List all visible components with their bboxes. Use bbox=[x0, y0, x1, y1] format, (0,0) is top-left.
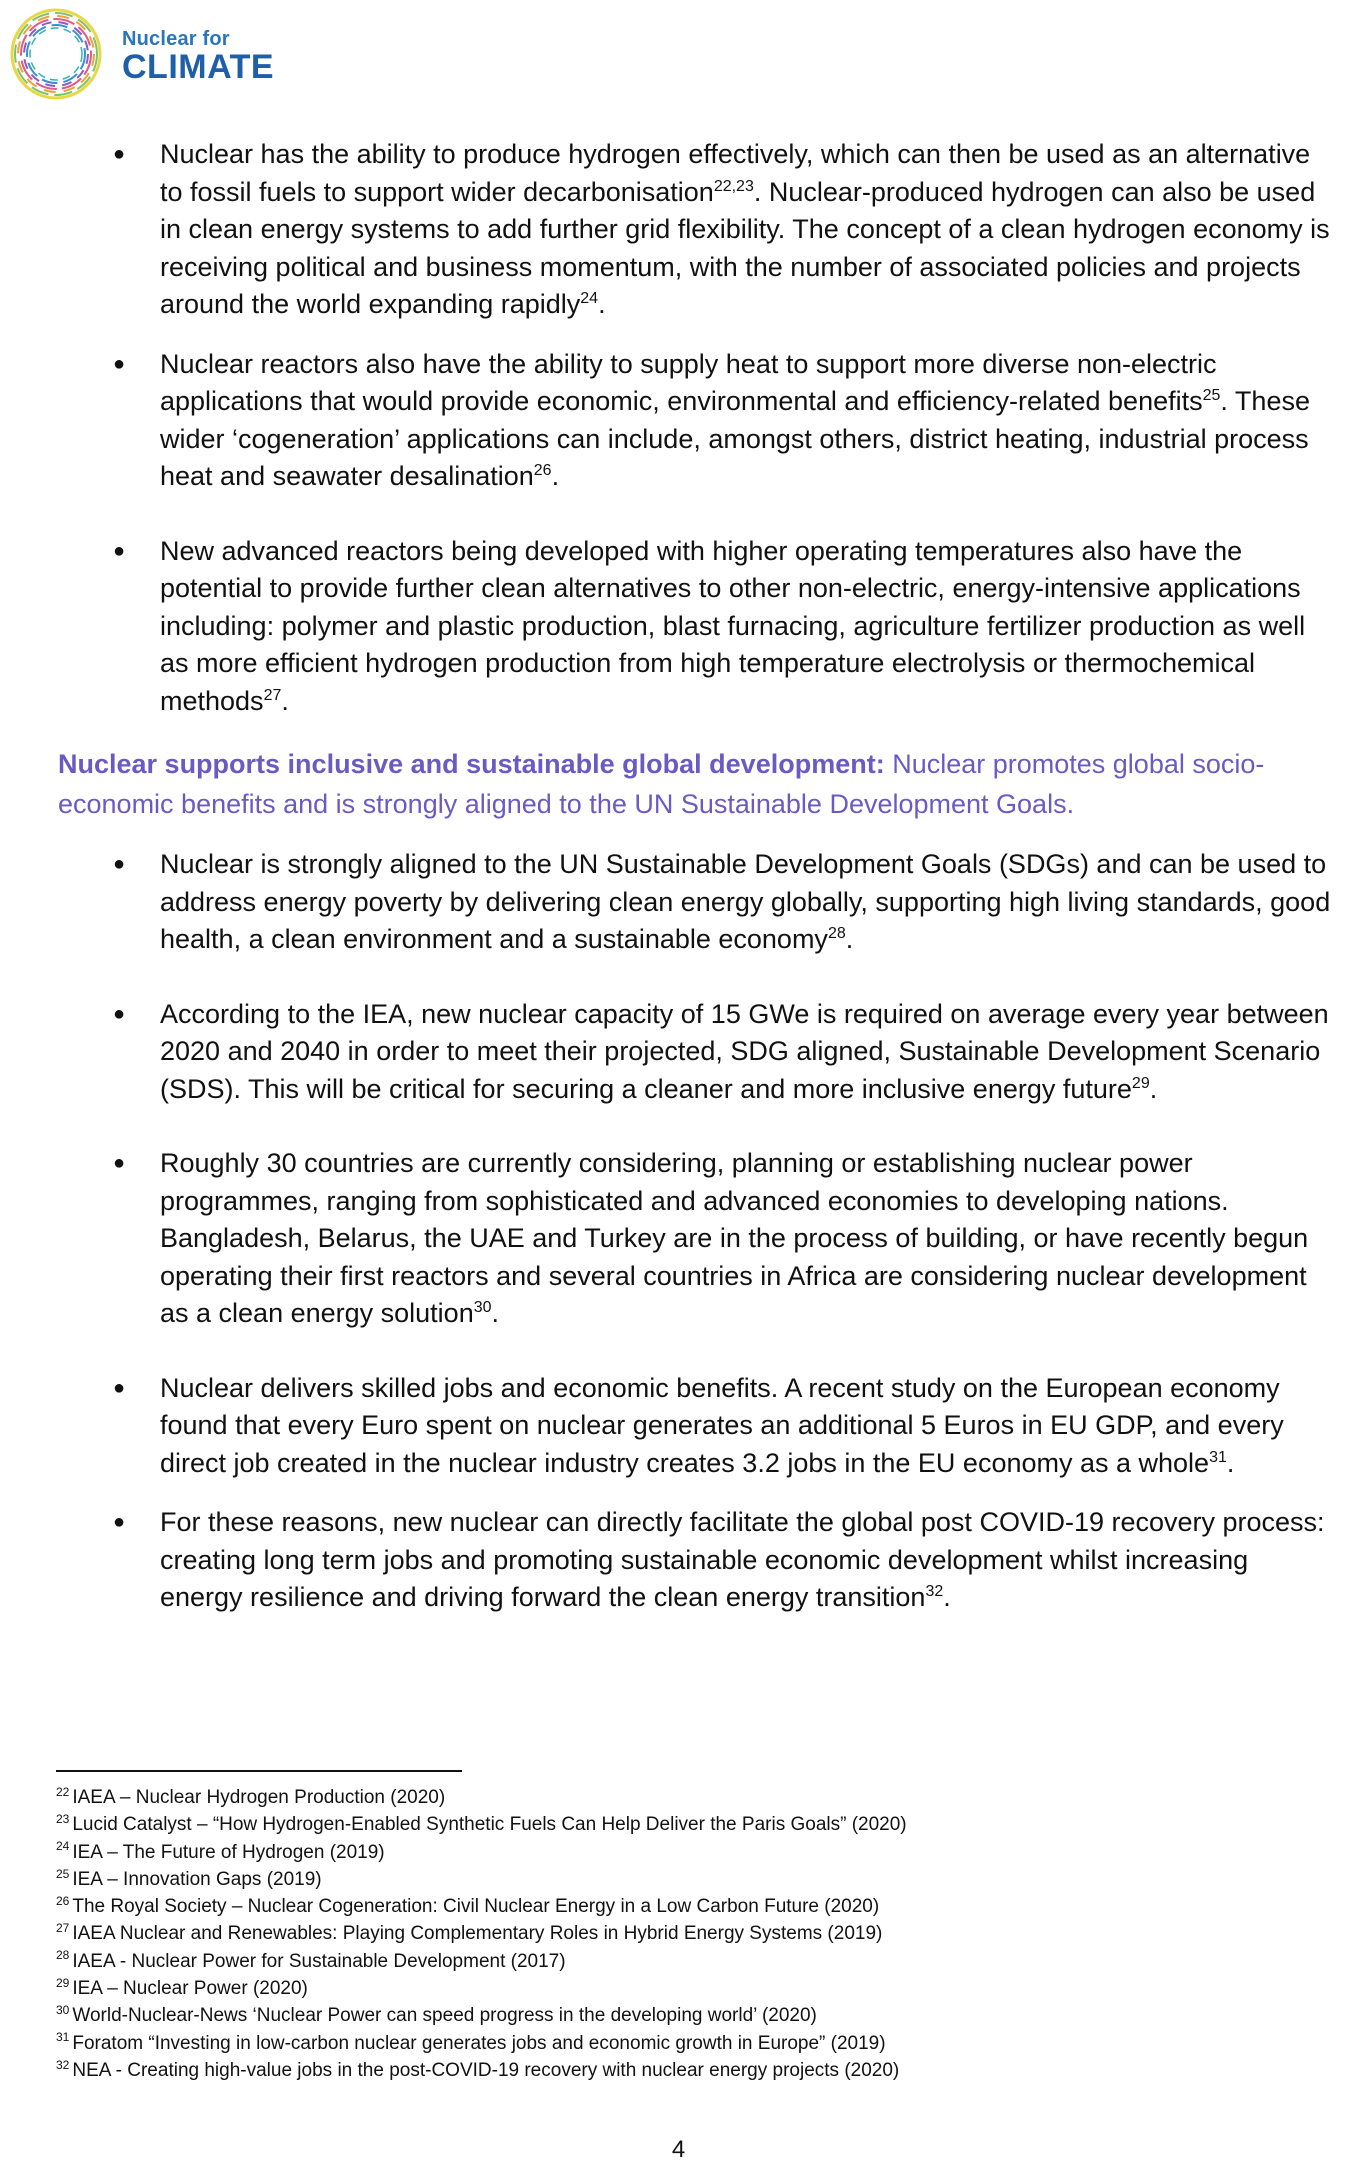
section-heading-bold: Nuclear supports inclusive and sustainable global development: bbox=[58, 749, 885, 779]
bullet-item: ● According to the IEA, new nuclear capacity of 15 GWe is required on average every year between 2020 and 2040 in order to meet their projected, SDG aligned, Sustainable Development Scenario (SDS). This will be critical for securing a cleaner and more inclusive energy future$^{29}$. bbox=[58, 996, 1338, 1109]
footnotes bbox=[56, 1784, 1306, 2084]
footnote: $^{32}$ NEA - Creating high-value jobs in the post-COVID-19 recovery with nuclear energy projects (2020) bbox=[56, 2057, 900, 2081]
bullet-item: ● Nuclear delivers skilled jobs and economic benefits. A recent study on the European economy found that every Euro spent on nuclear generates an additional 5 Euros in EU GDP, and every direct job created in the nuclear industry creates 3.2 jobs in the EU economy as a whole$^{31}$. bbox=[58, 1370, 1338, 1483]
footnote-ref[interactable]: 26 bbox=[533, 462, 552, 479]
logo-text-bottom: CLIMATE bbox=[122, 48, 275, 86]
footnote: $^{22}$ IAEA – Nuclear Hydrogen Production (2020) bbox=[56, 1784, 446, 1808]
bullet-item: ● Nuclear is strongly aligned to the UN Sustainable Development Goals (SDGs) and can be used to address energy poverty by delivering clean energy globally, supporting high living standards, good health, a clean environment and a sustainable economy$^{28}$. bbox=[58, 846, 1338, 959]
footnote: $^{26}$ The Royal Society – Nuclear Cogeneration: Civil Nuclear Energy in a Low Carbon Future (2020) bbox=[56, 1893, 880, 1918]
footnote: $^{27}$ IAEA Nuclear and Renewables: Playing Complementary Roles in Hybrid Energy Systems (2019) bbox=[56, 1921, 883, 1945]
section-heading-rest: Nuclear promotes global socio-economic benefits and is strongly aligned to the UN Sustainable Development Goals. bbox=[58, 749, 1265, 819]
footnote-ref[interactable]: 29 bbox=[1131, 1074, 1150, 1092]
bullet-item: ● For these reasons, new nuclear can directly facilitate the global post COVID-19 recovery process: creating long term jobs and promoting sustainable economic development whilst increasing energy resilience and driving forward the clean energy transition$^{32}$. bbox=[58, 1504, 1338, 1617]
bullet-item: ● New advanced reactors being developed with higher operating temperatures also have the potential to provide further clean alternatives to other non-electric, energy-intensive applications including: polymer and plastic production, blast furnacing, agriculture fertilizer production as well as more efficient hydrogen production from high temperature electrolysis or thermochemical methods$^{27}$. bbox=[58, 533, 1338, 721]
bullet-list-bottom bbox=[58, 846, 1338, 1617]
bullet-list-top bbox=[58, 136, 1338, 720]
logo-ring-icon bbox=[6, 4, 116, 104]
footnote: $^{28}$ IAEA - Nuclear Power for Sustainable Development (2017) bbox=[56, 1948, 566, 1972]
footnote-ref[interactable]: 22,23 bbox=[713, 177, 754, 195]
bullet-item: ● Nuclear has the ability to produce hydrogen effectively, which can then be used as an alternative to fossil fuels to support wider decarbonisation$^{22,23}$. Nuclear-produced hydrogen can also be used in clean energy systems to add further grid flexibility. The concept of a clean hydrogen economy is receiving political and business momentum, with the number of associated policies and projects around the world expanding rapidly$^{24}$. bbox=[58, 136, 1338, 324]
footnote-ref[interactable]: 25 bbox=[1202, 387, 1221, 404]
footnote: $^{29}$ IEA – Nuclear Power (2020) bbox=[56, 1975, 308, 2000]
footnote: $^{24}$ IEA – The Future of Hydrogen (2019) bbox=[56, 1839, 385, 1863]
footnote: $^{25}$ IEA – Innovation Gaps (2019) bbox=[56, 1866, 322, 1890]
footnote: $^{30}$ World-Nuclear-News ‘Nuclear Power can speed progress in the developing world’ (2020) bbox=[56, 2003, 817, 2027]
footnote-ref[interactable]: 32 bbox=[925, 1583, 944, 1600]
footnote-ref[interactable]: 28 bbox=[827, 925, 846, 942]
document-body bbox=[58, 136, 1338, 1617]
bullet-item: ● Roughly 30 countries are currently considering, planning or establishing nuclear power programmes, ranging from sophisticated and advanced economies to developing nations. Bangladesh, Belarus, the UAE and Turkey are in the process of building, or have recently begun operating their first reactors and several countries in Africa are considering nuclear development as a clean energy solution$^{30}$. bbox=[58, 1145, 1338, 1333]
footnote-ref[interactable]: 27 bbox=[263, 686, 282, 704]
footnote-ref[interactable]: 30 bbox=[473, 1299, 492, 1316]
footnote-ref[interactable]: 24 bbox=[580, 290, 599, 307]
footnote: $^{23}$ Lucid Catalyst – “How Hydrogen-Enabled Synthetic Fuels Can Help Deliver the Paris Goals” (2020) bbox=[56, 1811, 907, 1836]
footnote: $^{31}$ Foratom “Investing in low-carbon nuclear generates jobs and economic growth in Europe” (2019) bbox=[56, 2030, 886, 2054]
logo-text-top: Nuclear for bbox=[122, 28, 230, 50]
footnote-ref[interactable]: 31 bbox=[1209, 1448, 1227, 1466]
nuclear-for-climate-logo bbox=[6, 4, 275, 104]
bullet-item: ● Nuclear reactors also have the ability to supply heat to support more diverse non-electric applications that would provide economic, environmental and efficiency-related benefits$^{25}$. These wider ‘cogeneration’ applications can include, amongst others, district heating, industrial process heat and seawater desalination$^{26}$. bbox=[58, 346, 1338, 496]
page-number: 4 bbox=[671, 2136, 686, 2163]
section-heading bbox=[58, 744, 1338, 824]
footnote-separator bbox=[56, 1770, 462, 1772]
